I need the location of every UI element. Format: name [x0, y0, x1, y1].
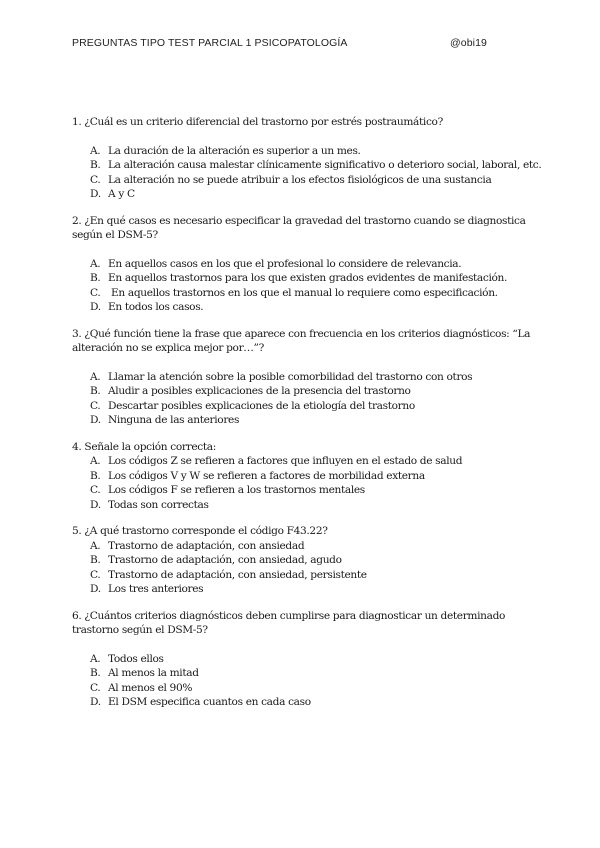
- page-header: [72, 37, 532, 51]
- option-text: En aquellos casos en los que el profesional lo considere de relevancia.: [108, 257, 462, 270]
- option-letter: A.: [90, 652, 101, 665]
- question-2: [72, 214, 534, 315]
- option-letter: D.: [90, 696, 101, 708]
- option-letter: B.: [90, 554, 101, 566]
- option-b: [90, 384, 534, 399]
- option-list: [72, 454, 534, 512]
- option-text: En todos los casos.: [108, 301, 204, 313]
- option-letter: B.: [90, 667, 101, 679]
- option-letter: A.: [90, 455, 101, 467]
- author-handle: @obi19: [450, 37, 487, 49]
- option-text: La duración de la alteración es superior a un mes.: [108, 144, 361, 157]
- question-text: [72, 440, 534, 455]
- option-letter: D.: [90, 188, 101, 200]
- option-text: Los códigos F se refieren a los trastornos mentales: [108, 484, 365, 496]
- option-c: [90, 399, 534, 414]
- question-5: [72, 524, 534, 597]
- question-text: [72, 115, 534, 130]
- question-text: [72, 327, 534, 356]
- option-d: [90, 300, 534, 315]
- option-list: [72, 257, 534, 315]
- option-d: [90, 498, 534, 513]
- document-title: PREGUNTAS TIPO TEST PARCIAL 1 PSICOPATOLOGÍA: [72, 37, 348, 49]
- question-6: [72, 609, 534, 710]
- option-list: [72, 539, 534, 597]
- option-a: [90, 454, 534, 469]
- option-letter: B.: [90, 159, 101, 171]
- option-a: [90, 257, 534, 272]
- option-b: [90, 158, 542, 173]
- option-b: [90, 271, 534, 286]
- option-letter: A.: [90, 539, 101, 552]
- option-letter: B.: [90, 469, 101, 482]
- option-letter: A.: [90, 370, 101, 383]
- option-text: Descartar posibles explicaciones de la etiología del trastorno: [108, 399, 415, 412]
- option-d: [90, 413, 534, 428]
- option-letter: D.: [90, 301, 101, 313]
- option-text: Todos ellos: [108, 652, 164, 665]
- question-number: 3.: [72, 327, 82, 340]
- question-text: [72, 609, 534, 638]
- option-b: [90, 469, 534, 484]
- option-b: [90, 553, 534, 568]
- option-letter: C.: [90, 568, 101, 581]
- option-letter: D.: [90, 583, 101, 595]
- question-prompt: ¿Qué función tiene la frase que aparece con frecuencia en los criterios diagnósticos: “La alteración no se explica mejor por…”?: [72, 327, 531, 354]
- option-c: [90, 681, 534, 696]
- option-text: A y C: [108, 188, 135, 200]
- question-prompt: ¿Cuántos criterios diagnósticos deben cumplirse para diagnosticar un determinado trastorno según el DSM-5?: [72, 609, 506, 636]
- option-text: El DSM especifica cuantos en cada caso: [108, 696, 311, 708]
- option-letter: D.: [90, 414, 101, 426]
- option-letter: D.: [90, 498, 101, 511]
- option-letter: B.: [90, 385, 101, 397]
- question-prompt: ¿A qué trastorno corresponde el código F43.22?: [84, 525, 328, 537]
- option-text: La alteración causa malestar clínicamente significativo o deterioro social, laboral, etc.: [108, 159, 542, 171]
- option-text: Trastorno de adaptación, con ansiedad: [108, 539, 305, 552]
- option-c: [90, 483, 534, 498]
- question-1: [72, 115, 542, 202]
- option-a: [90, 370, 534, 385]
- option-text: Al menos el 90%: [108, 681, 193, 694]
- question-prompt: Señale la opción correcta:: [84, 440, 216, 453]
- option-text: Todas son correctas: [108, 498, 209, 511]
- option-letter: C.: [90, 286, 101, 299]
- option-text: Los códigos V y W se refieren a factores de morbilidad externa: [108, 469, 425, 482]
- option-text: Trastorno de adaptación, con ansiedad, persistente: [108, 568, 367, 581]
- option-text: En aquellos trastornos para los que existen grados evidentes de manifestación.: [108, 272, 508, 284]
- option-text: Llamar la atención sobre la posible comorbilidad del trastorno con otros: [108, 370, 473, 383]
- option-letter: B.: [90, 272, 101, 284]
- option-text: Los códigos Z se refieren a factores que influyen en el estado de salud: [108, 455, 463, 467]
- option-list: [72, 144, 542, 202]
- option-text: Los tres anteriores: [108, 583, 204, 595]
- question-prompt: ¿En qué casos es necesario especificar la gravedad del trastorno cuando se diagnostica según el DSM-5?: [72, 214, 526, 241]
- option-text: Ninguna de las anteriores: [108, 414, 240, 426]
- question-number: 4.: [72, 440, 82, 453]
- option-letter: A.: [90, 144, 101, 157]
- question-number: 5.: [72, 525, 82, 537]
- option-text: Aludir a posibles explicaciones de la presencia del trastorno: [108, 385, 411, 397]
- option-c: [90, 568, 534, 583]
- option-letter: C.: [90, 399, 101, 412]
- question-number: 2.: [72, 214, 82, 227]
- option-text: La alteración no se puede atribuir a los efectos fisiológicos de una sustancia: [108, 173, 492, 186]
- option-d: [90, 582, 534, 597]
- option-text: En aquellos trastornos en los que el manual lo requiere como especificación.: [108, 286, 498, 299]
- option-a: [90, 144, 534, 159]
- question-list: [72, 115, 542, 722]
- option-letter: C.: [90, 173, 101, 186]
- option-letter: C.: [90, 681, 101, 694]
- option-text: Trastorno de adaptación, con ansiedad, agudo: [108, 554, 342, 566]
- option-c: [90, 173, 534, 188]
- question-number: 6.: [72, 609, 82, 622]
- option-d: [90, 187, 534, 202]
- option-list: [72, 652, 534, 710]
- option-a: [90, 652, 534, 667]
- option-a: [90, 539, 534, 554]
- option-letter: C.: [90, 484, 101, 496]
- option-d: [90, 695, 534, 710]
- question-prompt: ¿Cuál es un criterio diferencial del trastorno por estrés postraumático?: [84, 116, 443, 128]
- question-number: 1.: [72, 116, 82, 128]
- option-b: [90, 666, 534, 681]
- option-c: [90, 286, 534, 301]
- option-letter: A.: [90, 257, 101, 270]
- question-text: [72, 214, 534, 243]
- question-4: [72, 440, 534, 513]
- question-text: [72, 524, 534, 539]
- option-list: [72, 370, 534, 428]
- question-3: [72, 327, 534, 428]
- option-text: Al menos la mitad: [108, 667, 199, 679]
